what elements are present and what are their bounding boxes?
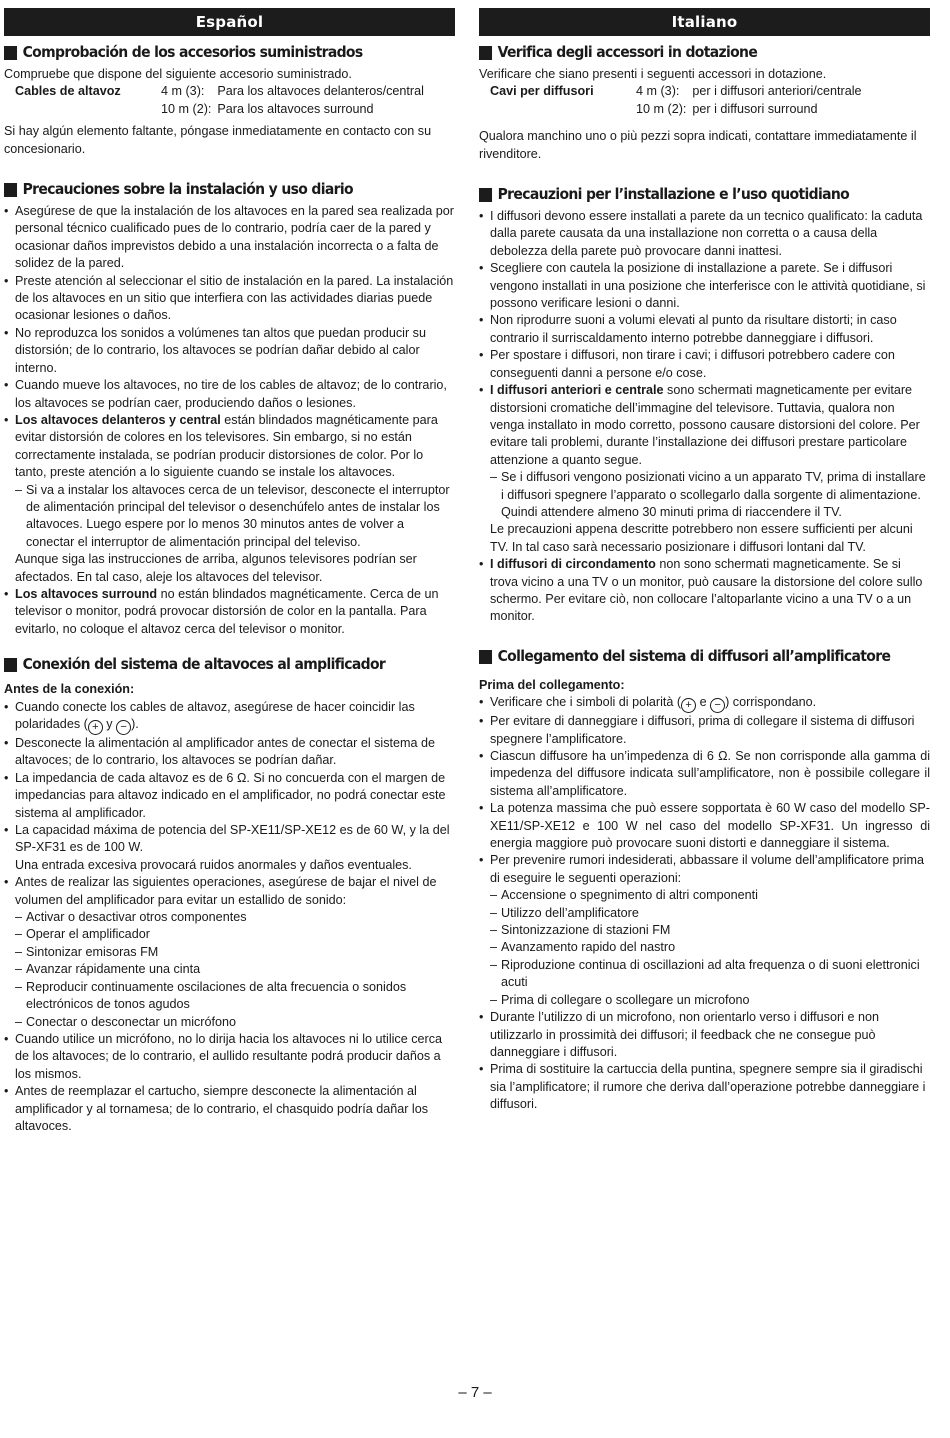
- list-item: • Preste atención al seleccionar el sitio de instalación en la pared. La instalación de los altavoces en un sitio que interfiera con las actividades diarias puede ocasionar lesiones o daños.: [4, 273, 455, 325]
- list-item: • I diffusori devono essere installati a parete da un tecnico qualificato: la caduta dalla parete causata da una installazione non corretta o a causa della debolezza della parete può provocare danni inattesi.: [479, 208, 930, 260]
- accessories-intro-it: Verificare che siano presenti i seguenti accessori in dotazione.: [479, 67, 827, 81]
- precautions-list-es: [4, 203, 455, 638]
- page-number: – 7 –: [458, 1384, 492, 1401]
- connection-list-it: [479, 694, 930, 1113]
- list-item: Le precauzioni appena descritte potrebbero non essere sufficienti per alcuni TV. In tal caso sarà necessario posizionare i diffusori lontani dal TV.: [490, 522, 913, 554]
- list-item: – Avanzar rápidamente una cinta: [4, 961, 455, 978]
- list-item: • Per evitare di danneggiare i diffusori, prima di collegare il sistema di diffusori spegnere l’amplificatore.: [479, 713, 930, 748]
- list-item: • Antes de realizar las siguientes operaciones, asegúrese de bajar el nivel de volumen del amplificador para evitar un estallido de sonido:: [4, 874, 455, 909]
- missing-items-note-es: Si hay algún elemento faltante, póngase inmediatamente en contacto con su concesionario.: [4, 124, 432, 156]
- list-item: – Se i diffusori vengono posizionati vicino a un apparato TV, prima di installare i diffusori spegnere l’apparato o scollegarlo dalla sorgente di alimentazione. Quindi attendere almeno 30 minuti prima di riaccendere il TV.: [479, 469, 930, 521]
- cable-label-it: Cavi per diffusori: [490, 84, 594, 99]
- list-item: – Reproducir continuamente oscilaciones de alta frecuencia o sonidos electrónicos de tonos agudos: [4, 979, 455, 1014]
- list-item: – Conectar o desconectar un micrófono: [4, 1014, 455, 1031]
- list-item: – Sintonizar emisoras FM: [4, 944, 455, 961]
- plus-polarity-icon: +: [88, 720, 103, 735]
- list-item: • Per spostare i diffusori, non tirare i cavi; i diffusori potrebbero cadere con conseguenti danni a persone e/o cose.: [479, 347, 930, 382]
- list-item: • Scegliere con cautela la posizione di installazione a parete. Se i diffusori vengono installati in una posizione che interferisce con le attività quotidiane, si possono verificare lesioni o danni.: [479, 260, 930, 312]
- list-item: – Accensione o spegnimento di altri componenti: [479, 887, 930, 904]
- list-item: • Cuando mueve los altavoces, no tire de los cables de altavoz; de lo contrario, los altavoces se podrían caer, produciendo daños o lesiones.: [4, 377, 455, 412]
- list-item: – Sintonizzazione di stazioni FM: [479, 922, 930, 939]
- list-item: – Utilizzo dell’amplificatore: [479, 905, 930, 922]
- language-header-es: Español: [4, 8, 455, 36]
- italian-column: [479, 8, 930, 1114]
- list-item: • La capacidad máxima de potencia del SP-XE11/SP-XE12 es de 60 W, y la del SP-XF31 es de 100 W.: [4, 822, 455, 857]
- section-title-accessories-it: Verifica degli accessori in dotazione: [479, 40, 898, 66]
- list-item: • Los altavoces delanteros y central están blindados magnéticamente para evitar distorsión de colores en los televisores. Sin embargo, si no están correctamente instalada, se podrían producir distorsiones de color. Por lo tanto, preste atención a lo siguiente cuando se instale los altavoces.: [4, 412, 455, 482]
- connection-list-es: [4, 699, 455, 1136]
- list-item: • Non riprodurre suoni a volumi elevati al punto da risultare distorti; in caso contrario il surriscaldamento interno potrebbe danneggiare i diffusori.: [479, 312, 930, 347]
- list-item: • No reproduzca los sonidos a volúmenes tan altos que puedan producir su distorsión; de lo contrario, los altavoces se podrían dañar debido al calor interno.: [4, 325, 455, 377]
- section-title-accessories-es: Comprobación de los accesorios suministrados: [4, 40, 423, 66]
- list-item: • La impedancia de cada altavoz es de 6 Ω. Si no concuerda con el margen de impedancias para altavoz indicado en el amplificador, no podrá conectar este sistema al amplificador.: [4, 770, 455, 822]
- square-bullet-icon: [4, 183, 17, 197]
- list-item: • Durante l’utilizzo di un microfono, non orientarlo verso i diffusori e non utilizzarlo in prossimità dei diffusori; il feedback che ne consegue può danneggiare i diffusori.: [479, 1009, 930, 1061]
- list-item: • I diffusori anteriori e centrale sono schermati magneticamente per evitare distorsioni cromatiche dell’immagine del televisore. Tuttavia, qualora non venga installato in modo corretto, possono causare distorsioni del colore. Per evitare tali problemi, durante l’installazione dei diffusori prestare particolare attenzione a quanto segue.: [479, 382, 930, 469]
- language-header-it: Italiano: [479, 8, 930, 36]
- cables-table-es: Cables de altavoz 4 m (3): Para los altavoces delanteros/central 10 m (2): Para los altavoces surround: [15, 84, 424, 116]
- section-title-precautions-it: Precauzioni per l’installazione e l’uso quotidiano: [479, 182, 898, 208]
- list-item: • Cuando conecte los cables de altavoz, asegúrese de hacer coincidir las polaridades ( + y − ).: [4, 699, 455, 735]
- plus-polarity-icon: +: [681, 698, 696, 713]
- section-title-connection-es: Conexión del sistema de altavoces al amplificador: [4, 652, 423, 678]
- list-item: – Si va a instalar los altavoces cerca de un televisor, desconecte el interruptor de alimentación principal del televisor o desenchúfelo antes de instalar los altavoces. Luego espere por lo menos 30 minutos antes de volver a conectar el interruptor de alimentación principal del televiso.: [4, 482, 455, 552]
- list-item: Aunque siga las instrucciones de arriba, algunos televisores podrían ser afectados. En tal caso, aleje los altavoces del televisor.: [15, 552, 417, 584]
- list-item: • Antes de reemplazar el cartucho, siempre desconecte la alimentación al amplificador y al tornamesa; de lo contrario, el chasquido podría dañar los altavoces.: [4, 1083, 455, 1135]
- square-bullet-icon: [4, 46, 17, 60]
- square-bullet-icon: [479, 650, 492, 664]
- list-item: Una entrada excesiva provocará ruidos anormales y daños eventuales.: [15, 857, 412, 872]
- list-item: – Avanzamento rapido del nastro: [479, 939, 930, 956]
- precautions-list-it: [479, 208, 930, 626]
- list-item: – Activar o desactivar otros componentes: [4, 909, 455, 926]
- list-item: – Riproduzione continua di oscillazioni ad alta frequenza o di suoni elettronici acuti: [479, 957, 930, 992]
- before-connection-heading-es: Antes de la conexión:: [4, 682, 135, 697]
- list-item: – Operar el amplificador: [4, 926, 455, 943]
- list-item: • Los altavoces surround no están blindados magnéticamente. Cerca de un televisor o monitor, podrá provocar distorsión de color en la pantalla. Para evitarlo, no coloque el altavoz cerca del televisor o monitor.: [4, 586, 455, 638]
- accessories-intro-es: Compruebe que dispone del siguiente accesorio suministrado.: [4, 67, 352, 81]
- square-bullet-icon: [4, 658, 17, 672]
- minus-polarity-icon: −: [116, 720, 131, 735]
- cable-label-es: Cables de altavoz: [15, 84, 121, 99]
- list-item: • Verificare che i simboli di polarità ( + e − ) corrispondano.: [479, 694, 930, 713]
- list-item: • Cuando utilice un micrófono, no lo dirija hacia los altavoces ni lo utilice cerca de los altavoces; de lo contrario, el aullido resultante podrá producir daños a los mismos.: [4, 1031, 455, 1083]
- list-item: • Ciascun diffusore ha un’impedenza di 6 Ω. Se non corrisponde alla gamma di impedenza del diffusore indicata sull’amplificatore, non è possibile collegare il sistema all’amplificatore.: [479, 748, 930, 800]
- list-item: • I diffusori di circondamento non sono schermati magneticamente. Se si trova vicino a una TV o un monitor, può causare la distorsione del colore sullo schermo. Per evitare ciò, non collocare l’altoparlante vicino a una TV o a un monitor.: [479, 556, 930, 626]
- square-bullet-icon: [479, 188, 492, 202]
- list-item: • Desconecte la alimentación al amplificador antes de conectar el sistema de altavoces; de lo contrario, los altavoces se podrían dañar.: [4, 735, 455, 770]
- list-item: • La potenza massima che può essere sopportata è 60 W caso del modello SP-XE11/SP-XE12 e 100 W nel caso del modello SP-XF31. Un ingresso di energia maggiore può provocare suoni distorti e danneggiare il sistema.: [479, 800, 930, 852]
- section-title-precautions-es: Precauciones sobre la instalación y uso diario: [4, 177, 423, 203]
- list-item: • Asegúrese de que la instalación de los altavoces en la pared sea realizada por personal técnico cualificado pues de lo contrario, podría caer de la pared y ocasionar daños imprevistos debido a una instalación incorrecta o a falta de solidez de la pared.: [4, 203, 455, 273]
- before-connection-heading-it: Prima del collegamento:: [479, 677, 625, 692]
- square-bullet-icon: [479, 46, 492, 60]
- section-title-connection-it: Collegamento del sistema di diffusori all’amplificatore: [479, 644, 898, 670]
- list-item: • Prima di sostituire la cartuccia della puntina, spegnere sempre sia il giradischi sia l’amplificatore; il rumore che deriva dall’operazione potrebbe danneggiare i diffusori.: [479, 1061, 930, 1113]
- list-item: – Prima di collegare o scollegare un microfono: [479, 992, 930, 1009]
- minus-polarity-icon: −: [710, 698, 725, 713]
- list-item: • Per prevenire rumori indesiderati, abbassare il volume dell’amplificatore prima di eseguire le seguenti operazioni:: [479, 852, 930, 887]
- cables-table-it: Cavi per diffusori 4 m (3): per i diffusori anteriori/centrale 10 m (2): per i diffusori surround: [490, 84, 862, 116]
- missing-items-note-it: Qualora manchino uno o più pezzi sopra indicati, contattare immediatamente il rivenditore.: [479, 129, 917, 161]
- spanish-column: [4, 8, 455, 1135]
